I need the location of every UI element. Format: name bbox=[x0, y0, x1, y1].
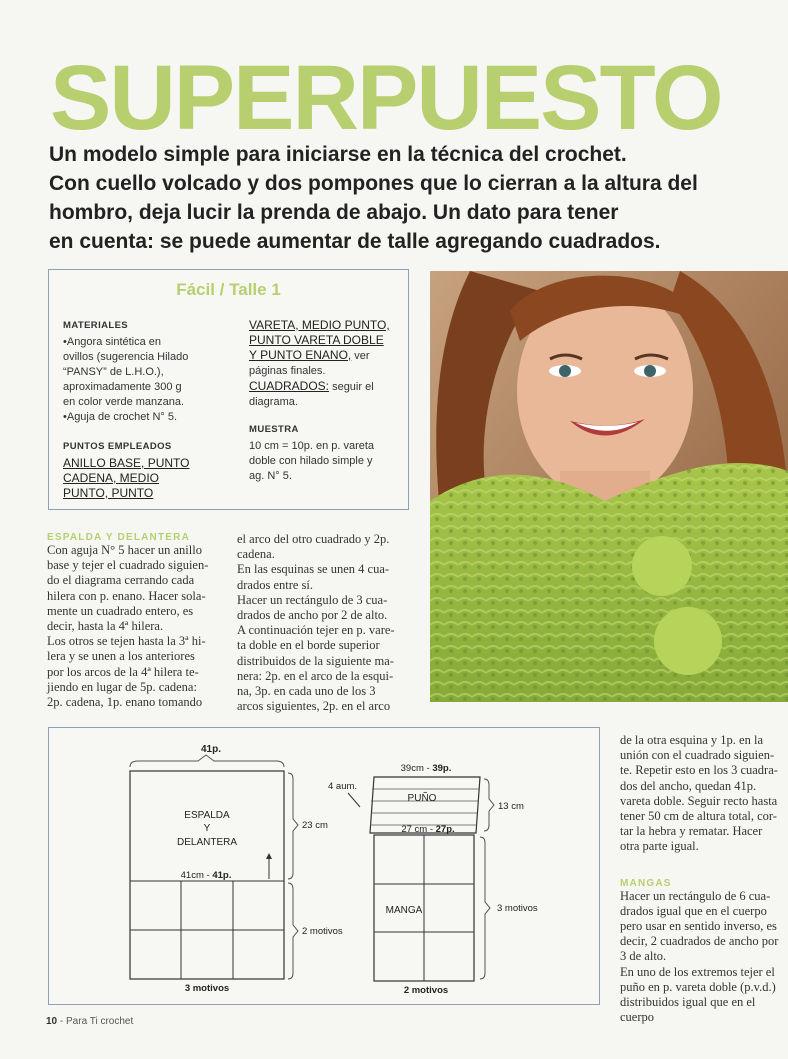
column-mangas bbox=[620, 733, 788, 1025]
section-heading: MANGAS bbox=[620, 877, 672, 889]
label-3-motivos-side: 3 motivos bbox=[497, 903, 538, 914]
label-espalda: ESPALDA bbox=[184, 810, 230, 821]
info-right-column bbox=[249, 318, 399, 484]
muestra-line: ag. N° 5. bbox=[249, 470, 292, 482]
body-line: distribuidos igual que en el cuerpo bbox=[620, 995, 756, 1025]
info-left-column bbox=[63, 318, 223, 501]
label-27cm: 27 cm - 27p. bbox=[401, 824, 455, 835]
puntos-title: PUNTOS EMPLEADOS bbox=[63, 441, 172, 452]
body-line: 2p. cadena, 1p. enano tomando bbox=[47, 695, 203, 710]
label-4-aum: 4 aum. bbox=[328, 781, 358, 792]
body-line: hilera con p. enano. Hacer sola- bbox=[47, 588, 206, 603]
body-line: Hacer un rectángulo de 3 cua- bbox=[237, 592, 388, 607]
puntos-line: Y PUNTO ENANO, bbox=[249, 348, 352, 362]
puntos-note: páginas finales. bbox=[249, 365, 326, 377]
body-line: Con aguja N° 5 hacer un anillo bbox=[47, 543, 202, 557]
muestra-line: doble con hilado simple y bbox=[249, 455, 373, 467]
materiales-title: MATERIALES bbox=[63, 320, 129, 331]
body-line: 3 de alto. bbox=[620, 949, 667, 964]
cuadrados-note: diagrama. bbox=[249, 396, 298, 408]
body-line: drados de ancho por 2 de alto. bbox=[237, 608, 388, 623]
puntos-line: VARETA, MEDIO PUNTO, bbox=[249, 318, 390, 332]
materiales-line: ovillos (sugerencia Hilado bbox=[63, 351, 189, 363]
model-photo bbox=[430, 271, 788, 702]
difficulty-heading: Fácil / Talle 1 bbox=[176, 280, 281, 299]
body-line: te. Repetir esto en los 3 cuadra- bbox=[620, 763, 778, 778]
label-39cm: 39cm - 39p. bbox=[400, 763, 452, 774]
label-y: Y bbox=[203, 823, 211, 834]
body-line: unión con el cuadrado siguien- bbox=[620, 748, 775, 763]
body-line: distribuidos de la siguiente ma- bbox=[237, 653, 394, 668]
body-line: En las esquinas se unen 4 cua- bbox=[237, 562, 390, 577]
body-line: cadena. bbox=[237, 547, 275, 562]
label-puno: PUÑO bbox=[407, 793, 437, 804]
body-line: puño en p. vareta doble (p.v.d.) bbox=[620, 979, 776, 994]
intro-text bbox=[49, 140, 749, 256]
body-line: tener 50 cm de altura total, cor- bbox=[620, 809, 777, 824]
body-line: el arco del otro cuadrado y 2p. bbox=[237, 532, 390, 546]
page-footer bbox=[46, 1016, 133, 1027]
muestra-title: MUESTRA bbox=[249, 424, 299, 435]
body-line: de la otra esquina y 1p. en la bbox=[620, 733, 764, 747]
label-41p: 41p. bbox=[200, 744, 222, 755]
body-line: lera y se unen a los anteriores bbox=[47, 649, 195, 664]
body-line: mente un cuadrado entero, es bbox=[47, 603, 194, 618]
materiales-line: en color verde manzana. bbox=[63, 396, 185, 408]
body-line: A continuación tejer en p. vare- bbox=[237, 623, 395, 638]
body-line: base y tejer el cuadrado siguien- bbox=[47, 558, 209, 573]
body-line: dos del ancho, quedan 41p. bbox=[620, 778, 757, 793]
puntos-line: PUNTO VARETA DOBLE bbox=[249, 333, 384, 347]
intro-line: Un modelo simple para iniciarse en la técnica del crochet. bbox=[49, 143, 627, 166]
label-41cm: 41cm - 41p. bbox=[180, 870, 232, 881]
body-line: drados entre sí. bbox=[237, 577, 314, 592]
materiales-line: aproximadamente 300 g bbox=[63, 381, 182, 393]
column-continuacion bbox=[237, 532, 409, 714]
materiales-line: “PANSY” de L.H.O.), bbox=[63, 366, 164, 378]
puntos-line: ANILLO BASE, PUNTO bbox=[63, 456, 190, 470]
body-line: Hacer un rectángulo de 6 cua- bbox=[620, 888, 771, 903]
body-line: vareta doble. Seguir recto hasta bbox=[620, 793, 778, 808]
body-line: decir, 2 cuadrados de ancho por bbox=[620, 934, 779, 949]
label-2-motivos: 2 motivos bbox=[302, 926, 343, 937]
body-line: na, 3p. en cada uno de los 3 bbox=[237, 684, 376, 699]
body-line: nera: 2p. en el arco de la esqui- bbox=[237, 668, 394, 683]
pattern-diagram bbox=[48, 727, 600, 1005]
label-23cm: 23 cm bbox=[302, 820, 328, 831]
puntos-line: CADENA, MEDIO bbox=[63, 471, 160, 485]
body-line: jiendo en lugar de 5p. cadena: bbox=[47, 679, 197, 694]
page-number: 10 bbox=[46, 1016, 58, 1027]
page-title: SUPERPUESTO bbox=[50, 47, 722, 149]
muestra-line: 10 cm = 10p. en p. vareta bbox=[249, 440, 375, 452]
body-line: decir, hasta la 4ª hilera. bbox=[47, 619, 164, 634]
body-line: arcos siguientes, 2p. en el arco bbox=[237, 699, 391, 714]
body-line: Los otros se tejen hasta la 3ª hi- bbox=[47, 634, 206, 649]
label-13cm: 13 cm bbox=[498, 801, 524, 812]
label-manga: MANGA bbox=[385, 905, 423, 916]
body-line: En uno de los extremos tejer el bbox=[620, 964, 775, 979]
materiales-line: •Angora sintética en bbox=[63, 336, 162, 348]
body-line: do el diagrama cerrando cada bbox=[47, 573, 195, 588]
body-line: pero usar en sentido inverso, es bbox=[620, 919, 777, 934]
label-2-motivos-bottom: 2 motivos bbox=[403, 985, 449, 996]
puntos-line: PUNTO, PUNTO bbox=[63, 486, 154, 500]
intro-line: hombro, deja lucir la prenda de abajo. Un dato para tener bbox=[49, 201, 619, 224]
intro-line: Con cuello volcado y dos pompones que lo cierran a la altura del bbox=[49, 172, 698, 195]
cuadrados-label: CUADRADOS: bbox=[249, 379, 330, 393]
body-line: por los arcos de la 4ª hilera te- bbox=[47, 664, 199, 679]
section-heading: ESPALDA Y DELANTERA bbox=[47, 532, 191, 543]
body-line: tar la hebra y rematar. Hacer bbox=[620, 824, 763, 839]
column-espalda bbox=[47, 532, 219, 710]
intro-line: en cuenta: se puede aumentar de talle agregando cuadrados. bbox=[49, 230, 661, 253]
footer-separator: - bbox=[57, 1016, 67, 1027]
body-line: otra parte igual. bbox=[620, 839, 699, 854]
puntos-note: ver bbox=[351, 350, 370, 362]
label-3-motivos-bottom: 3 motivos bbox=[184, 983, 230, 994]
info-box bbox=[48, 269, 409, 510]
body-line: ta doble en el borde superior bbox=[237, 638, 380, 653]
cuadrados-note: seguir el bbox=[329, 381, 374, 393]
body-line: drados igual que en el cuerpo bbox=[620, 903, 767, 918]
materiales-line: •Aguja de crochet N° 5. bbox=[63, 411, 178, 423]
magazine-name: Para Ti crochet bbox=[66, 1016, 134, 1027]
label-delantera: DELANTERA bbox=[176, 837, 238, 848]
